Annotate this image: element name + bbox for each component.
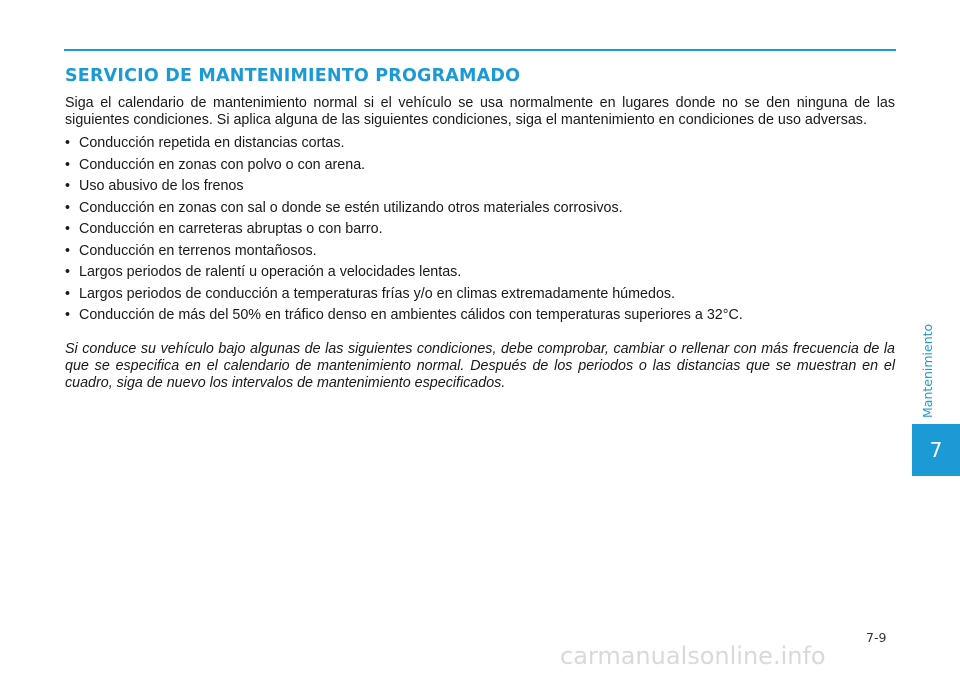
list-item: • Conducción en terrenos montañosos.	[65, 243, 895, 260]
list-item: • Conducción en zonas con sal o donde se estén utilizando otros materiales corrosivos.	[65, 200, 895, 217]
list-item: • Largos periodos de ralentí u operación a velocidades lentas.	[65, 264, 895, 281]
page-number: 7-9	[866, 630, 887, 645]
list-item: • Conducción en zonas con polvo o con arena.	[65, 157, 895, 174]
section-side-label: Mantenimiento	[920, 323, 935, 418]
list-item: • Uso abusivo de los frenos	[65, 178, 895, 195]
header-rule	[64, 49, 896, 51]
intro-paragraph: Siga el calendario de mantenimiento normal si el vehículo se usa normalmente en lugares donde no se den ninguna de las siguientes condiciones. Si aplica alguna de las siguientes condiciones, siga el mantenimiento en condiciones de uso adversas.	[65, 95, 895, 129]
conditions-list	[65, 135, 895, 324]
chapter-number: 7	[929, 438, 943, 462]
watermark: carmanualsonline.info	[560, 642, 826, 670]
main-content	[65, 95, 895, 392]
note-paragraph: Si conduce su vehículo bajo algunas de las siguientes condiciones, debe comprobar, cambiar o rellenar con más frecuencia de la que se especifica en el calendario de mantenimiento normal. Después de los periodos o las distancias que se muestran en el cuadro, siga de nuevo los intervalos de mantenimiento especificados.	[65, 340, 895, 392]
chapter-tab	[912, 424, 960, 476]
list-item: • Conducción de más del 50% en tráfico denso en ambientes cálidos con temperaturas superiores a 32°C.	[65, 307, 895, 324]
page-title: SERVICIO DE MANTENIMIENTO PROGRAMADO	[65, 66, 521, 86]
list-item: • Conducción repetida en distancias cortas.	[65, 135, 895, 152]
list-item: • Largos periodos de conducción a temperaturas frías y/o en climas extremadamente húmedos.	[65, 286, 895, 303]
list-item: • Conducción en carreteras abruptas o con barro.	[65, 221, 895, 238]
